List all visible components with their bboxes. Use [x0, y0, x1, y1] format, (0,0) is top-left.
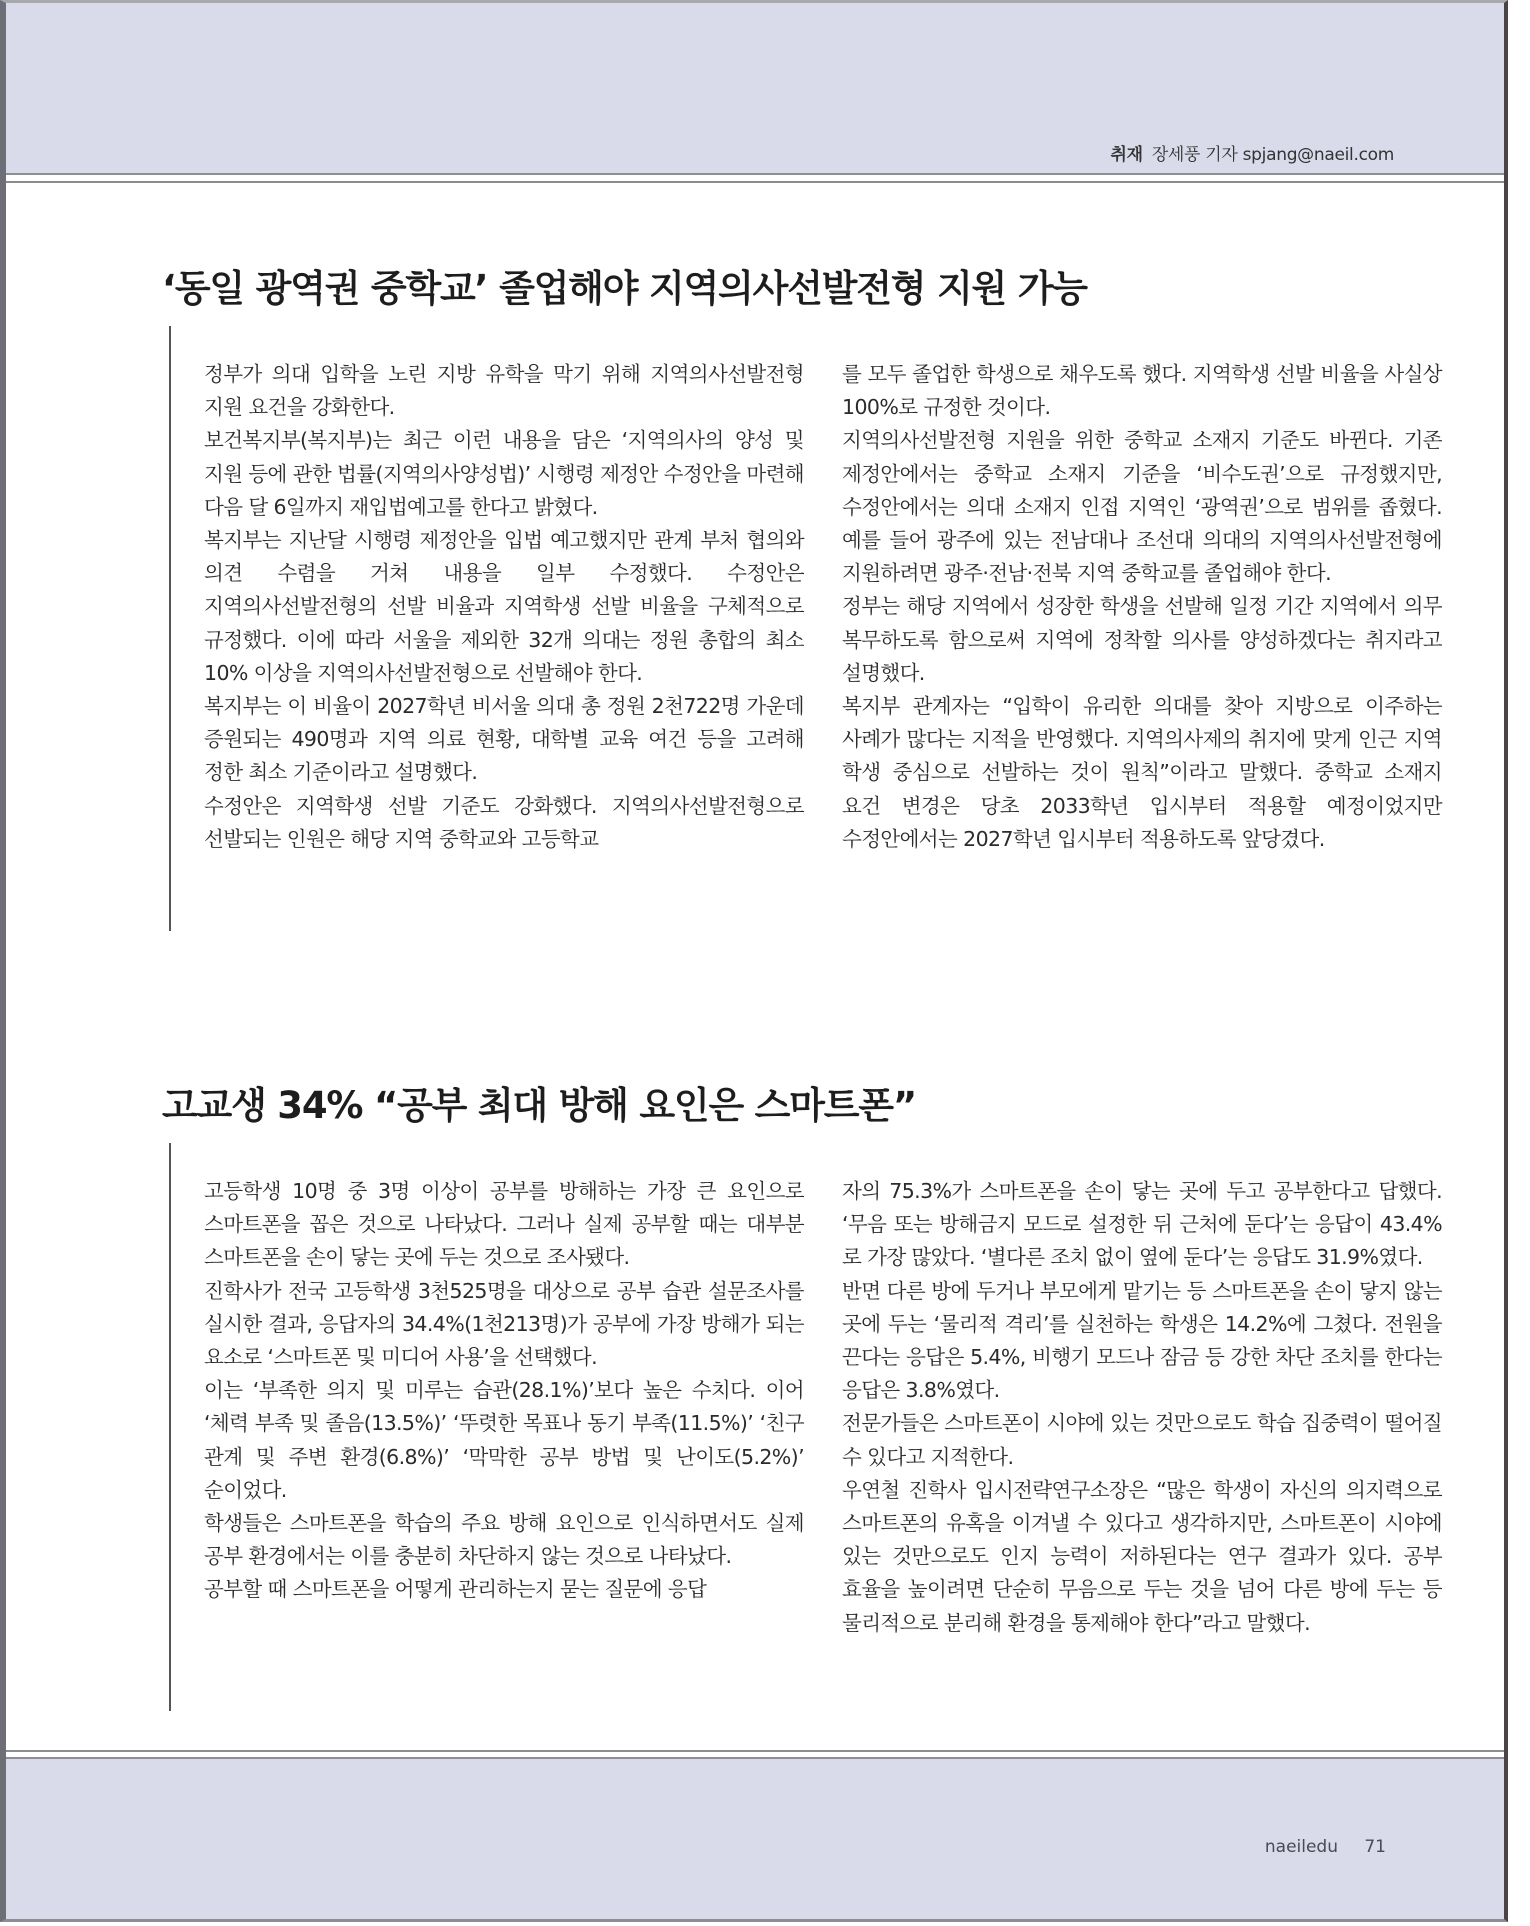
paragraph: 수정안은 지역학생 선발 기준도 강화했다. 지역의사선발전형으로 선발되는 인원은 해당 지역 중학교와 고등학교	[204, 793, 804, 851]
paragraph: 자의 75.3%가 스마트폰을 손이 닿는 곳에 두고 공부한다고 답했다. ‘무음 또는 방해금지 모드로 설정한 뒤 근처에 둔다’는 응답이 43.4%로 가장 많았다. ‘별다른 조치 없이 옆에 둔다’는 응답도 31.9%였다.	[842, 1179, 1442, 1270]
byline-label: 취재	[1110, 145, 1143, 165]
article-2-headline: 고교생 34% “공부 최대 방해 요인은 스마트폰”	[162, 1084, 916, 1127]
article-1-side-rule	[169, 326, 171, 931]
paragraph: 반면 다른 방에 두거나 부모에게 맡기는 등 스마트폰을 손이 닿지 않는 곳에 두는 ‘물리적 격리’를 실천하는 학생은 14.2%에 그쳤다. 전원을 끈다는 응답은 5.4%, 비행기 모드나 잠금 등 강한 차단 조치를 한다는 응답은 3.8%였다.	[842, 1278, 1442, 1403]
paragraph: 정부는 해당 지역에서 성장한 학생을 선발해 일정 기간 지역에서 의무 복무하도록 함으로써 지역에 정착할 의사를 양성하겠다는 취지라고 설명했다.	[842, 594, 1442, 685]
paragraph: 정부가 의대 입학을 노린 지방 유학을 막기 위해 지역의사선발전형 지원 요건을 강화한다.	[204, 362, 804, 420]
header-divider	[6, 181, 1504, 183]
page-number: 71	[1364, 1837, 1386, 1857]
article-1-right-column	[842, 358, 1442, 856]
paragraph: 복지부는 이 비율이 2027학년 비서울 의대 총 정원 2천722명 가운데 증원되는 490명과 지역 의료 현황, 대학별 교육 여건 등을 고려해 정한 최소 기준이라고 설명했다.	[204, 694, 804, 785]
paragraph: 이는 ‘부족한 의지 및 미루는 습관(28.1%)’보다 높은 수치다. 이어 ‘체력 부족 및 졸음(13.5%)’ ‘뚜렷한 목표나 동기 부족(11.5%)’ ‘친구 관계 및 주변 환경(6.8%)’ ‘막막한 공부 방법 및 난이도(5.2%)’ 순이었다.	[204, 1378, 804, 1502]
header-band	[6, 3, 1504, 175]
byline	[1110, 140, 1394, 165]
paragraph: 공부할 때 스마트폰을 어떻게 관리하는지 묻는 질문에 응답	[204, 1577, 707, 1602]
paragraph: 보건복지부(복지부)는 최근 이런 내용을 담은 ‘지역의사의 양성 및 지원 등에 관한 법률(지역의사양성법)’ 시행령 제정안 수정안을 마련해 다음 달 6일까지 재입법예고를 한다고 밝혔다.	[204, 428, 804, 519]
paragraph: 복지부 관계자는 “입학이 유리한 의대를 찾아 지방으로 이주하는 사례가 많다는 지적을 반영했다. 지역의사제의 취지에 맞게 인근 지역 학생 중심으로 선발하는 것이 원칙”이라고 말했다. 중학교 소재지 요건 변경은 당초 2033학년 입시부터 적용할 예정이었지만 수정안에서는 2027학년 입시부터 적용하도록 앞당겼다.	[842, 694, 1442, 851]
article-2-side-rule	[169, 1143, 171, 1711]
paragraph: 고등학생 10명 중 3명 이상이 공부를 방해하는 가장 큰 요인으로 스마트폰을 꼽은 것으로 나타났다. 그러나 실제 공부할 때는 대부분 스마트폰을 손이 닿는 곳에 두는 것으로 조사됐다.	[204, 1179, 804, 1270]
paragraph: 학생들은 스마트폰을 학습의 주요 방해 요인으로 인식하면서도 실제 공부 환경에서는 이를 충분히 차단하지 않는 것으로 나타났다.	[204, 1511, 804, 1569]
paragraph: 전문가들은 스마트폰이 시야에 있는 것만으로도 학습 집중력이 떨어질 수 있다고 지적한다.	[842, 1411, 1442, 1469]
paragraph: 복지부는 지난달 시행령 제정안을 입법 예고했지만 관계 부처 협의와 의견 수렴을 거쳐 내용을 일부 수정했다. 수정안은 지역의사선발전형의 선발 비율과 지역학생 선발 비율을 구체적으로 규정했다. 이에 따라 서울을 제외한 32개 의대는 정원 총합의 최소 10% 이상을 지역의사선발전형으로 선발해야 한다.	[204, 528, 804, 685]
byline-reporter: 장세풍 기자 spjang@naeil.com	[1151, 145, 1394, 165]
article-2-left-column	[204, 1175, 804, 1607]
article-1-left-column	[204, 358, 804, 856]
paragraph: 를 모두 졸업한 학생으로 채우도록 했다. 지역학생 선발 비율을 사실상 100%로 규정한 것이다.	[842, 362, 1442, 420]
paragraph: 우연철 진학사 입시전략연구소장은 “많은 학생이 자신의 의지력으로 스마트폰의 유혹을 이겨낼 수 있다고 생각하지만, 스마트폰이 시야에 있는 것만으로도 인지 능력이 저하된다는 연구 결과가 있다. 공부 효율을 높이려면 단순히 무음으로 두는 것을 넘어 다른 방에 두는 등 물리적으로 분리해 환경을 통제해야 한다”라고 말했다.	[842, 1477, 1442, 1635]
article-2-right-column	[842, 1175, 1442, 1640]
paragraph: 진학사가 전국 고등학생 3천525명을 대상으로 공부 습관 설문조사를 실시한 결과, 응답자의 34.4%(1천213명)가 공부에 가장 방해가 되는 요소로 ‘스마트폰 및 미디어 사용’을 선택했다.	[204, 1278, 804, 1370]
footer-brand: naeiledu	[1264, 1837, 1338, 1857]
footer-band	[6, 1757, 1504, 1919]
article-1-headline: ‘동일 광역권 중학교’ 졸업해야 지역의사선발전형 지원 가능	[162, 267, 1087, 310]
paragraph: 지역의사선발전형 지원을 위한 중학교 소재지 기준도 바뀐다. 기존 제정안에서는 중학교 소재지 기준을 ‘비수도권’으로 규정했지만, 수정안에서는 의대 소재지 인접 지역인 ‘광역권’으로 범위를 좁혔다. 예를 들어 광주에 있는 전남대나 조선대 의대의 지역의사선발전형에 지원하려면 광주·전남·전북 지역 중학교를 졸업해야 한다.	[842, 428, 1442, 586]
footer-divider	[6, 1750, 1504, 1752]
